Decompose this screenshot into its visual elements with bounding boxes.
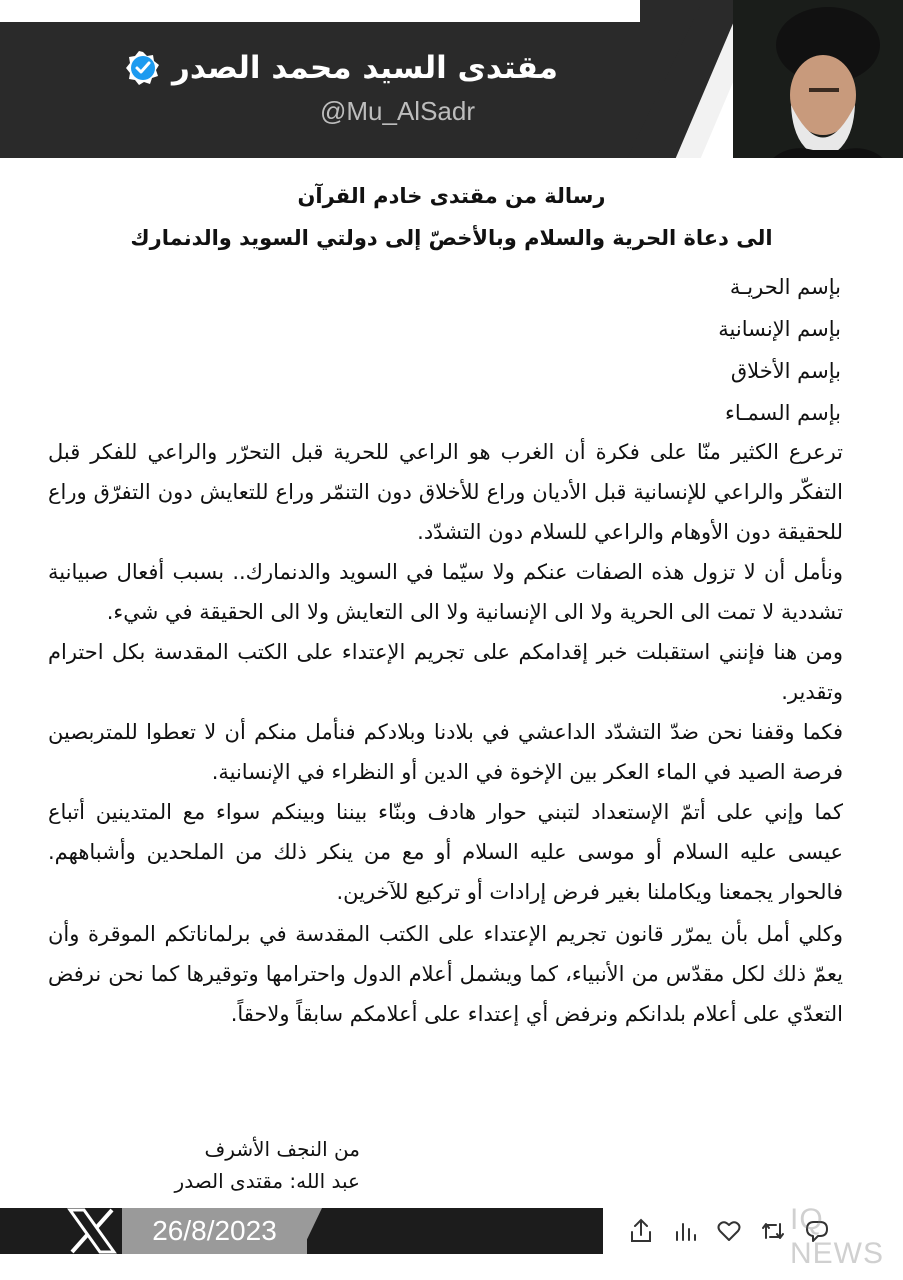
profile-photo xyxy=(733,0,903,158)
account-handle[interactable]: @Mu_AlSadr xyxy=(319,96,475,126)
signature-block xyxy=(175,1133,360,1197)
letter-title: رسالة من مقتدى خادم القرآن xyxy=(297,184,606,208)
header-top-strip xyxy=(0,0,640,22)
invocation-line: بإسم الأخلاق xyxy=(730,359,841,383)
invocation-list xyxy=(718,266,841,434)
news-watermark: IQ NEWS xyxy=(790,1203,884,1270)
letter-body xyxy=(48,432,843,1034)
verified-badge-icon xyxy=(126,51,160,85)
account-name[interactable]: مقتدى السيد محمد الصدر xyxy=(171,50,558,86)
signature-name: عبد الله: مقتدى الصدر xyxy=(174,1169,360,1193)
account-name-row xyxy=(126,50,558,86)
invocation-line: بإسم الإنسانية xyxy=(718,317,841,341)
repost-icon[interactable] xyxy=(760,1218,786,1244)
date-box-slant xyxy=(300,1208,322,1254)
post-date: 26/8/2023 xyxy=(122,1208,307,1254)
x-logo-icon[interactable] xyxy=(62,1208,122,1254)
views-icon[interactable] xyxy=(672,1218,698,1244)
letter-paragraph: ترعرع الكثير منّا على فكرة أن الغرب هو الراعي للحرية قبل التحرّر والراعي للفكر قبل التفكّر والراعي للإنسانية قبل الأديان وراع للأخلاق دون التنمّر وراع للتعايش دون التفرّق وراع للحقيقة دون الأوهام والراعي للسلام دون التشدّد. xyxy=(48,440,843,544)
invocation-line: بإسم السمـاء xyxy=(724,401,841,425)
signature-place: من النجف الأشرف xyxy=(204,1137,360,1161)
letter-paragraph: وكلي أمل بأن يمرّر قانون تجريم الإعتداء على الكتب المقدسة في برلماناتكم الموقرة وأن يعمّ ذلك لكل مقدّس من الأنبياء، كما ويشمل أعلام الدول واحترامها وتوقيرها كما نحن نرفض التعدّي على أعلام بلدانكم ونرفض أي إعتداء على أعلامكم سابقاً ولاحقاً. xyxy=(48,922,843,1026)
letter-paragraph: ومن هنا فإنني استقبلت خبر إقدامكم على تجريم الإعتداء على الكتب المقدسة بكل احترام وتقدير. xyxy=(48,640,843,704)
letter-paragraph: ونأمل أن لا تزول هذه الصفات عنكم ولا سيّما في السويد والدنمارك.. بسبب أفعال صبيانية تشددية لا تمت الى الحرية ولا الى الإنسانية ولا الى التعايش ولا الى الحقيقة في شيء. xyxy=(48,560,843,624)
profile-header xyxy=(0,0,903,158)
letter-subtitle: الى دعاة الحرية والسلام وبالأخصّ إلى دولتي السويد والدنمارك xyxy=(130,226,773,250)
like-icon[interactable] xyxy=(716,1218,742,1244)
letter-paragraph: كما وإني على أتمّ الإستعداد لتبني حوار هادف وبنّاء بيننا وبينكم سواء مع المتدينين أتباع عيسى عليه السلام أو موسى عليه السلام أو مع من ينكر ذلك من الملحدين وأشباههم. فالحوار يجمعنا ويكاملنا بغير فرض إرادات أو تركيع للآخرين. xyxy=(48,800,843,904)
invocation-line: بإسم الحريـة xyxy=(729,275,841,299)
letter-paragraph: فكما وقفنا نحن ضدّ التشدّد الداعشي في بلادنا وبلادكم فنأمل منكم أن لا تعطوا للمتربصين فرصة الصيد في الماء العكر بين الإخوة في الدين أو النظراء في الإنسانية. xyxy=(48,720,843,784)
share-icon[interactable] xyxy=(628,1218,654,1244)
